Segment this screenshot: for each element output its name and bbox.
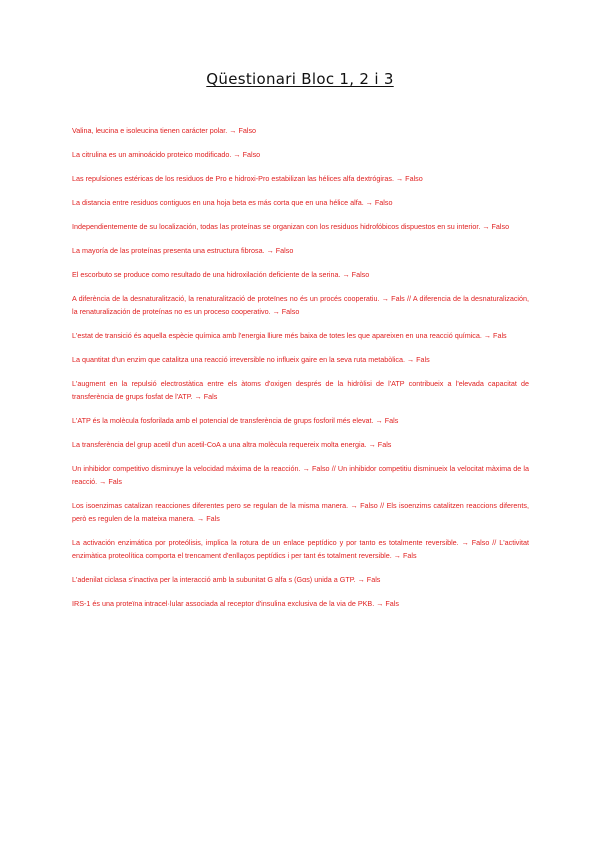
question-item: Un inhibidor competitivo disminuye la velocidad máxima de la reacción. → Falso // Un inhibidor competitiu disminueix la velocitat màxima de la reacció. → Fals xyxy=(72,464,529,486)
question-item: L'adenilat ciclasa s'inactiva per la interacció amb la subunitat G alfa s (Gαs) unida a GTP. → Fals xyxy=(72,575,381,584)
question-item: Los isoenzimas catalizan reacciones diferentes pero se regulan de la misma manera. → Falso // Els isoenzims catalitzen reaccions diferents, però es regulen de la mateixa manera. → Fals xyxy=(72,501,529,523)
question-item: L'augment en la repulsió electrostàtica entre els àtoms d'oxigen després de la hidròlisi de l'ATP contribueix a l'elevada capacitat de transferència de grups fosfat de l'ATP. → Fals xyxy=(72,379,529,401)
question-item: L'ATP és la molècula fosforilada amb el potencial de transferència de grups fosforil més elevat. → Fals xyxy=(72,416,399,425)
question-item: La mayoría de las proteínas presenta una estructura fibrosa. → Falso xyxy=(72,246,294,255)
question-item: Independientemente de su localización, todas las proteínas se organizan con los residuos hidrofóbicos dispuestos en su interior. → Falso xyxy=(72,222,510,231)
document-title: Qüestionari Bloc 1, 2 i 3 xyxy=(206,70,394,88)
question-item: Valina, leucina e isoleucina tienen carácter polar. → Falso xyxy=(72,126,257,135)
question-item: A diferència de la desnaturalització, la renaturalització de proteïnes no és un procés cooperatiu. → Fals // A diferencia de la desnaturalización, la renaturalización de proteínas no es un proceso cooperativo. → Falso xyxy=(72,294,529,316)
question-item: Las repulsiones estéricas de los residuos de Pro e hidroxi-Pro estabilizan las hélices alfa dextrógiras. → Falso xyxy=(72,174,423,183)
question-item: El escorbuto se produce como resultado de una hidroxilación deficiente de la serina. → Falso xyxy=(72,270,370,279)
question-item: La distancia entre residuos contiguos en una hoja beta es más corta que en una hélice alfa. → Falso xyxy=(72,198,393,207)
question-item: L'estat de transició és aquella espècie química amb l'energia lliure més baixa de totes les que apareixen en una reacció química. → Fals xyxy=(72,331,507,340)
question-item: IRS-1 és una proteïna intracel·lular associada al receptor d'insulina exclusiva de la via de PKB. → Fals xyxy=(72,599,399,608)
question-item: La quantitat d'un enzim que catalitza una reacció irreversible no influeix gaire en la seva ruta metabòlica. → Fals xyxy=(72,355,430,364)
question-item: La transferència del grup acetil d'un acetil-CoA a una altra molècula requereix molta energia. → Fals xyxy=(72,440,392,449)
question-item: La citrulina es un aminoácido proteico modificado. → Falso xyxy=(72,150,261,159)
question-item: La activación enzimática por proteólisis, implica la rotura de un enlace peptídico y por tanto es totalmente reversible. → Falso // L'activitat enzimàtica proteolítica comporta el trencament d'enllaços peptídics i per tant és totalment reversible. → Fals xyxy=(72,538,529,560)
question-list xyxy=(72,124,529,621)
